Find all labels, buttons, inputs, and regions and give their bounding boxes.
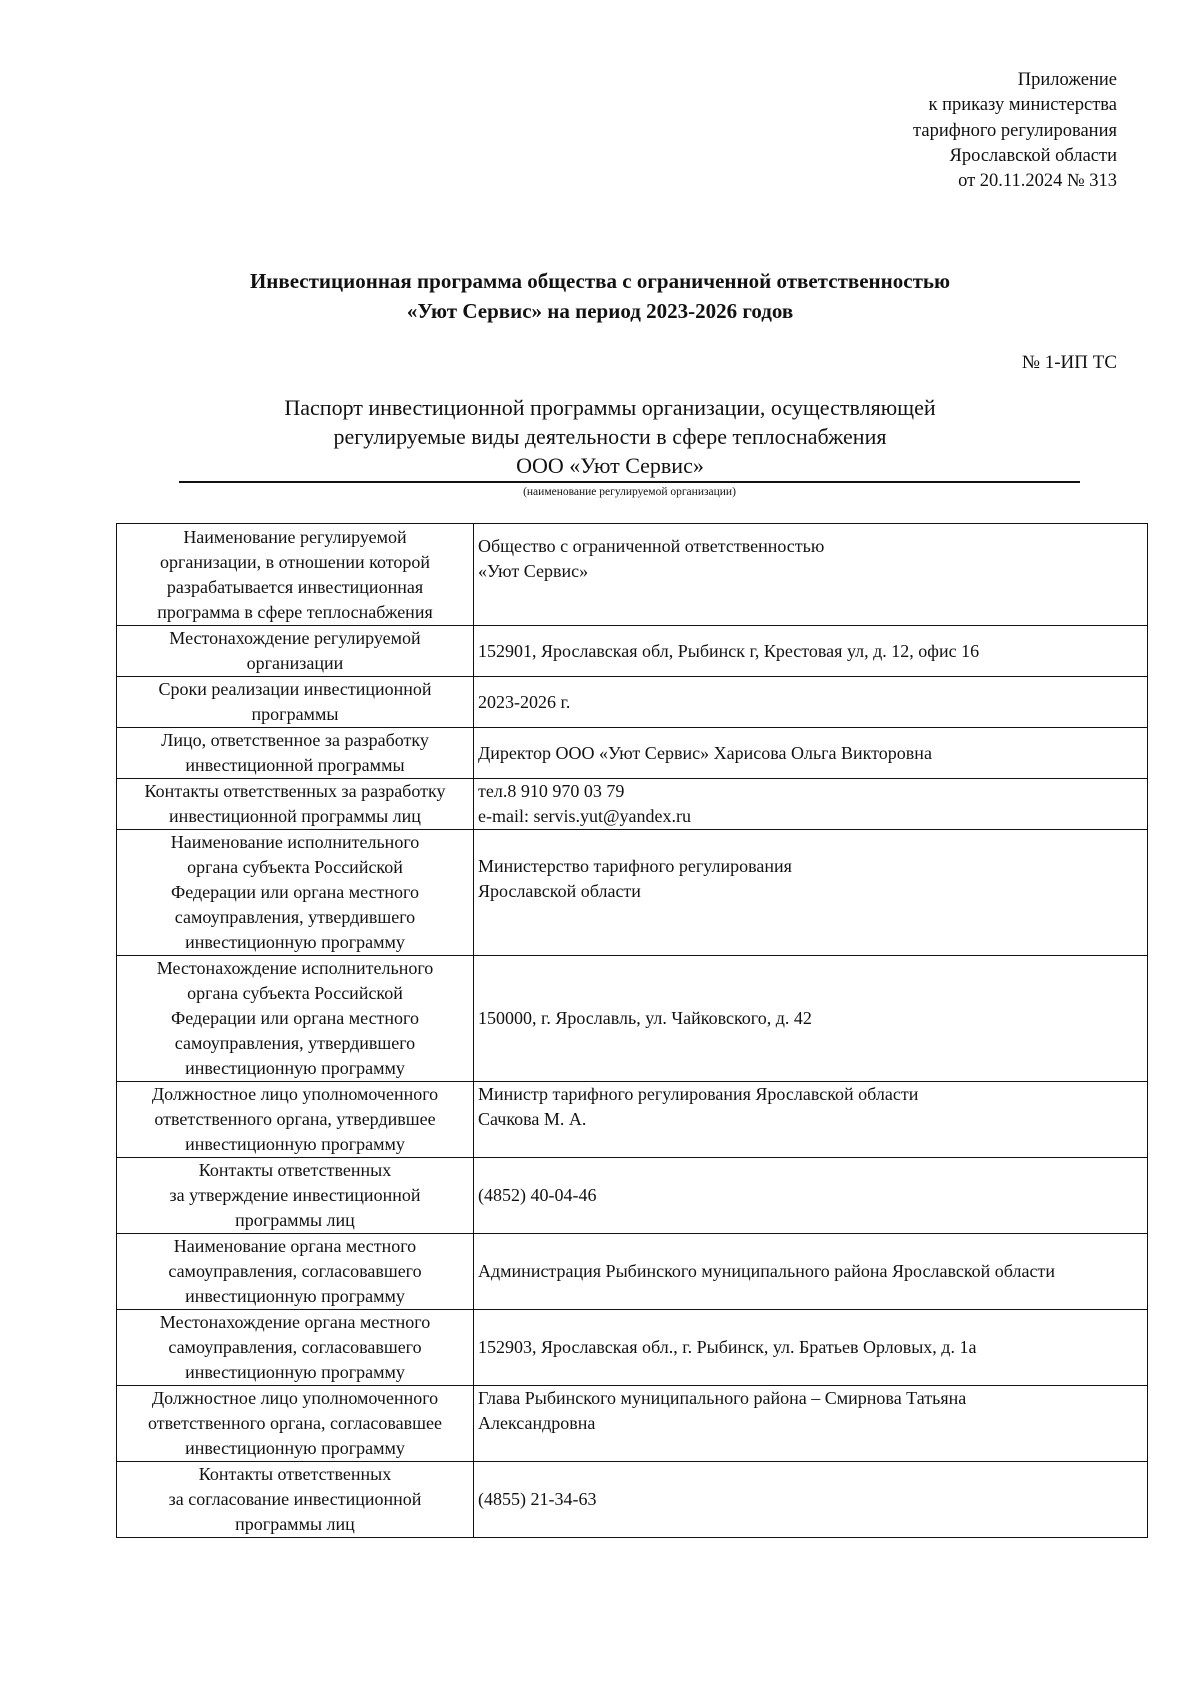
row-value-cell: (4855) 21-34-63 bbox=[474, 1462, 1148, 1538]
table-row bbox=[117, 1386, 1148, 1462]
row-value-cell: 2023-2026 г. bbox=[474, 677, 1148, 728]
organization-caption: (наименование регулируемой организации) bbox=[523, 486, 736, 498]
row-label-cell: Сроки реализации инвестиционной программы bbox=[117, 677, 474, 728]
passport-title bbox=[110, 393, 1110, 480]
row-label-cell: Местонахождение органа местного самоуправления, согласовавшего инвестиционную программу bbox=[117, 1310, 474, 1386]
table-row bbox=[117, 1462, 1148, 1538]
table-row bbox=[117, 626, 1148, 677]
table-row bbox=[117, 1158, 1148, 1234]
table-row bbox=[117, 956, 1148, 1082]
document-title bbox=[110, 266, 1090, 326]
passport-table bbox=[116, 523, 1148, 1538]
appendix-line: Ярославской области bbox=[949, 145, 1117, 166]
appendix-block bbox=[697, 68, 1117, 194]
organization-underline bbox=[179, 481, 1080, 483]
passport-title-line: Паспорт инвестиционной программы организации, осуществляющей bbox=[284, 395, 936, 420]
row-value-cell: Министерство тарифного регулирования Ярославской области bbox=[474, 830, 1148, 956]
appendix-line: тарифного регулирования bbox=[913, 120, 1117, 141]
row-value-cell: Общество с ограниченной ответственностью «Уют Сервис» bbox=[474, 524, 1148, 626]
passport-title-line: регулируемые виды деятельности в сфере теплоснабжения bbox=[333, 424, 887, 449]
row-value-cell: 150000, г. Ярославль, ул. Чайковского, д. 42 bbox=[474, 956, 1148, 1082]
row-value-cell: 152901, Ярославская обл, Рыбинск г, Крестовая ул, д. 12, офис 16 bbox=[474, 626, 1148, 677]
row-label-cell: Должностное лицо уполномоченного ответственного органа, согласовавшее инвестиционную программу bbox=[117, 1386, 474, 1462]
table-row bbox=[117, 1082, 1148, 1158]
appendix-line: к приказу министерства bbox=[928, 95, 1117, 116]
title-line: «Уют Сервис» на период 2023-2026 годов bbox=[406, 299, 794, 323]
table-row bbox=[117, 1234, 1148, 1310]
row-label-cell: Местонахождение регулируемой организации bbox=[117, 626, 474, 677]
table-row bbox=[117, 830, 1148, 956]
table-row bbox=[117, 524, 1148, 626]
row-label-cell: Местонахождение исполнительного органа субъекта Российской Федерации или органа местного самоуправления, утвердившего инвестиционную программу bbox=[117, 956, 474, 1082]
row-label-cell: Наименование регулируемой организации, в отношении которой разрабатывается инвестиционная программа в сфере теплоснабжения bbox=[117, 524, 474, 626]
row-value-cell: Администрация Рыбинского муниципального района Ярославской области bbox=[474, 1234, 1148, 1310]
row-label-cell: Наименование исполнительного органа субъекта Российской Федерации или органа местного самоуправления, утвердившего инвестиционную программу bbox=[117, 830, 474, 956]
table-row bbox=[117, 779, 1148, 830]
row-value-cell: Глава Рыбинского муниципального района – Смирнова Татьяна Александровна bbox=[474, 1386, 1148, 1462]
appendix-line: Приложение bbox=[1017, 70, 1117, 90]
row-label-cell: Контакты ответственных за разработку инвестиционной программы лиц bbox=[117, 779, 474, 830]
row-value-cell: Директор ООО «Уют Сервис» Харисова Ольга Викторовна bbox=[474, 728, 1148, 779]
row-value-cell: (4852) 40-04-46 bbox=[474, 1158, 1148, 1234]
organization-name: ООО «Уют Сервис» bbox=[516, 453, 704, 478]
row-label-cell: Должностное лицо уполномоченного ответственного органа, утвердившее инвестиционную программу bbox=[117, 1082, 474, 1158]
row-value-cell: 152903, Ярославская обл., г. Рыбинск, ул. Братьев Орловых, д. 1а bbox=[474, 1310, 1148, 1386]
row-label-cell: Наименование органа местного самоуправления, согласовавшего инвестиционную программу bbox=[117, 1234, 474, 1310]
program-number: № 1-ИП ТС bbox=[1021, 352, 1117, 373]
row-value-cell: тел.8 910 970 03 79 e-mail: servis.yut@yandex.ru bbox=[474, 779, 1148, 830]
row-label-cell: Лицо, ответственное за разработку инвестиционной программы bbox=[117, 728, 474, 779]
table-row bbox=[117, 677, 1148, 728]
row-value-cell: Министр тарифного регулирования Ярославской области Сачкова М. А. bbox=[474, 1082, 1148, 1158]
table-row bbox=[117, 728, 1148, 779]
row-label-cell: Контакты ответственных за утверждение инвестиционной программы лиц bbox=[117, 1158, 474, 1234]
appendix-line: от 20.11.2024 № 313 bbox=[958, 171, 1117, 192]
table-row bbox=[117, 1310, 1148, 1386]
title-line: Инвестиционная программа общества с ограниченной ответственностью bbox=[249, 269, 951, 293]
row-label-cell: Контакты ответственных за согласование инвестиционной программы лиц bbox=[117, 1462, 474, 1538]
